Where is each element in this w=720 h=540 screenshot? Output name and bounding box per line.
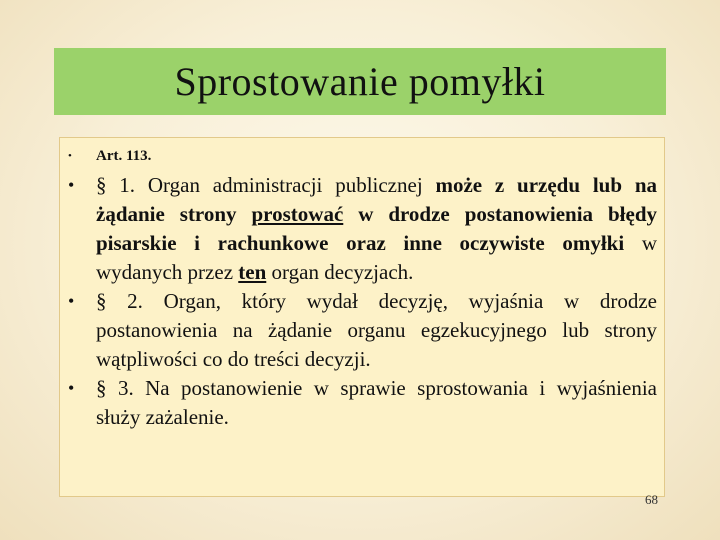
paragraph-2-text: § 2. Organ, który wydał decyzję, wyjaśnia w drodze postanowienia na żądanie organu egzekucyjnego lub strony wątpliwości co do treści decyzji. — [96, 289, 657, 371]
bullet-icon: • — [68, 378, 75, 398]
content-box — [59, 137, 665, 507]
p1-part-2: może z urzędu lub na żądanie strony — [96, 173, 658, 226]
p1-part-6: ten — [238, 260, 267, 284]
page-number: 68 — [645, 492, 658, 507]
p1-part-3: prostować — [251, 202, 344, 226]
bullet-icon: • — [68, 175, 75, 195]
p1-part-7: organ decyzjach. — [266, 260, 414, 284]
bullet-icon: • — [68, 150, 72, 162]
bullet-icon: • — [68, 291, 75, 311]
list-item-paragraph-3 — [60, 374, 664, 432]
title-bar — [54, 48, 666, 115]
article-heading: Art. 113. — [96, 148, 152, 164]
p1-part-4: w drodze postanowienia błędy pisarskie i rachunkowe oraz inne oczywiste omyłki — [96, 202, 657, 255]
p1-part-5: w wydanych przez — [96, 231, 657, 284]
list-item-article — [60, 146, 664, 166]
slide-title: Sprostowanie pomyłki — [174, 59, 546, 104]
p1-part-1: § 1. Organ administracji publicznej — [96, 173, 436, 197]
paragraph-1-text — [96, 171, 664, 287]
paragraph-3-text: § 3. Na postanowienie w sprawie sprostowania i wyjaśnienia służy zażalenie. — [96, 376, 657, 429]
list-item-paragraph-2 — [60, 287, 664, 374]
list-item-paragraph-1 — [60, 171, 664, 287]
